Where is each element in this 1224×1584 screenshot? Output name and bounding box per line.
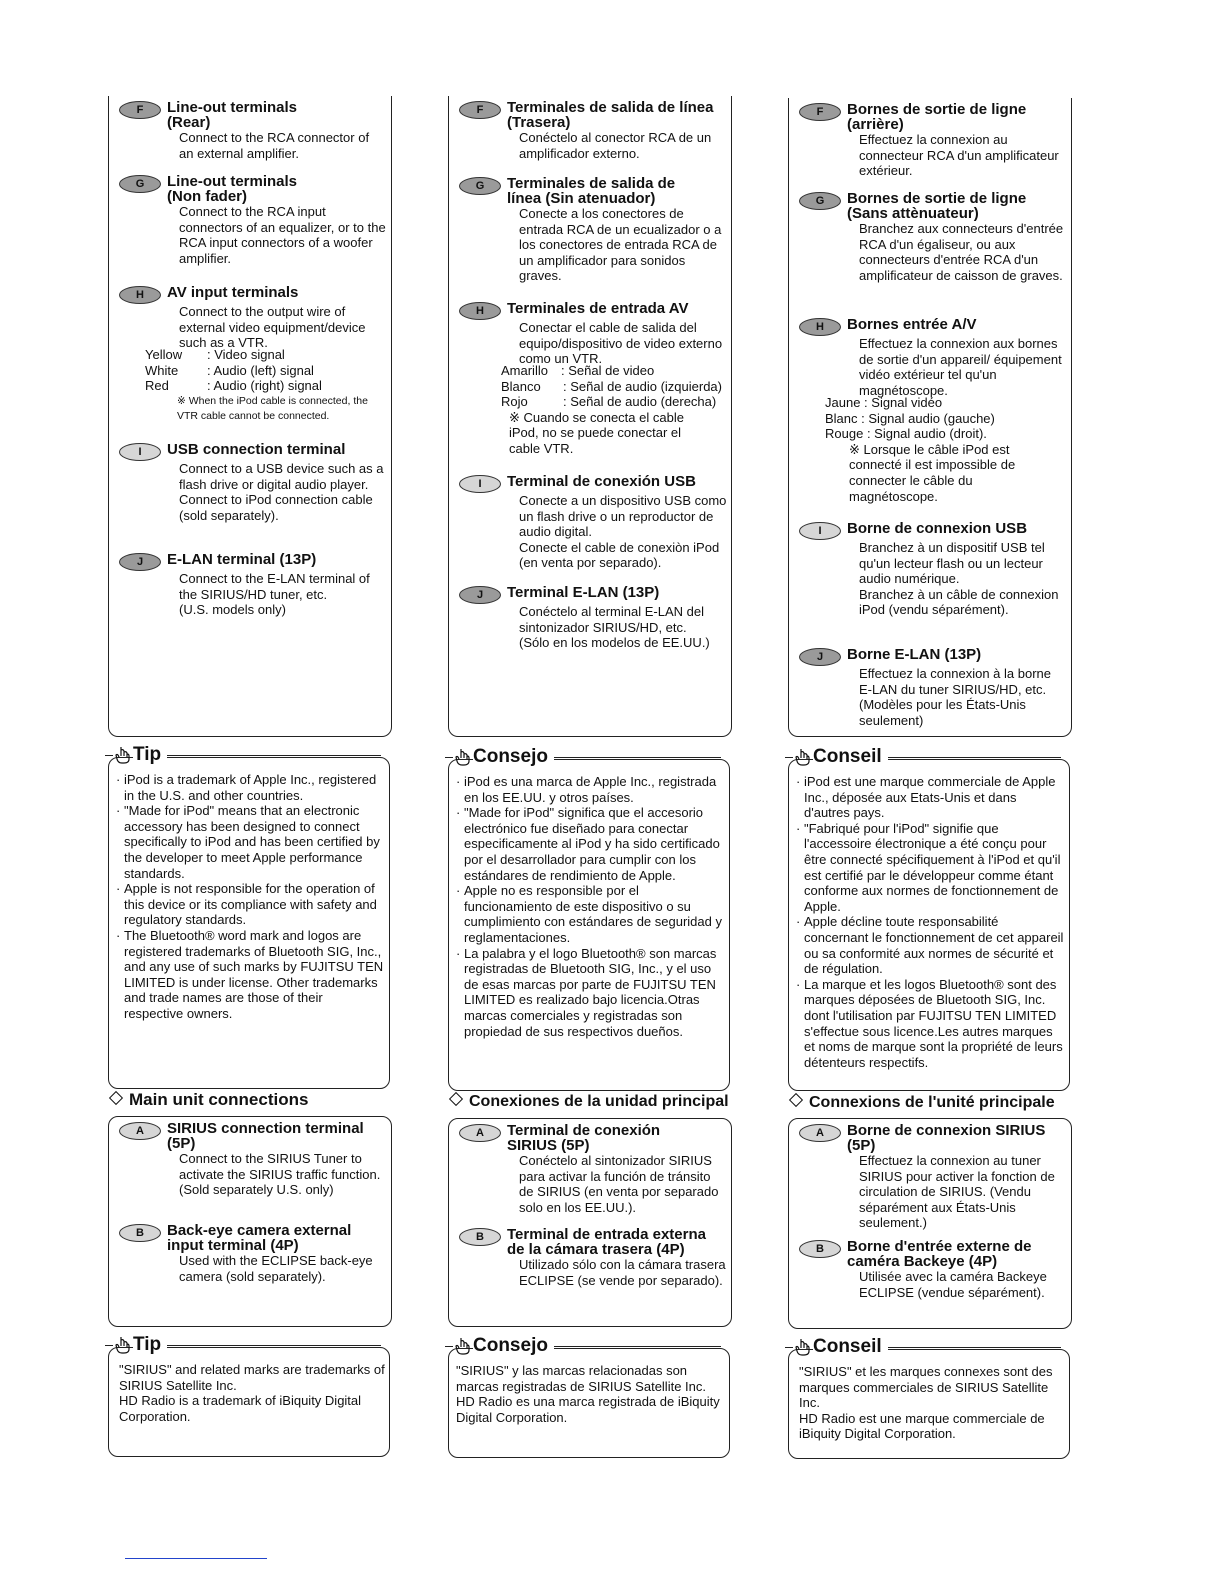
signal-desc: : Señal de audio (derecha)	[563, 394, 717, 410]
signal-desc: : Señal de audio (izquierda)	[563, 378, 722, 394]
signal-color: Rouge	[825, 426, 864, 442]
tip-label: Tip	[133, 1334, 167, 1356]
entry-body: Effectuez la connexion au tuner SIRIUS pour activer la fonction de circulation de SIRIUS. (Vendu séparément aux États-Unis seulement.)	[859, 1153, 1055, 1231]
tip-paragraph: "SIRIUS" y las marcas relacionadas son marcas registradas de SIRIUS Satellite Inc.	[456, 1363, 706, 1394]
tip-label: Conseil	[813, 746, 888, 768]
hand-pointer-icon	[795, 748, 811, 766]
entry-elan	[459, 585, 727, 651]
signal-color: Blanco	[501, 378, 541, 394]
entry-body: Branchez à un dispositif USB tel qu'un lecteur flash ou un lecteur audio numérique.	[859, 540, 1045, 587]
hand-pointer-icon	[455, 748, 471, 766]
entry-line-out-non-fader	[119, 174, 387, 266]
entry-body: Effectuez la connexion aux bornes de sortie d'un appareil/ équipement vidéo extérieur tel qu'un magnétoscope.	[859, 336, 1062, 398]
entry-elan	[119, 552, 387, 618]
entry-title: Bornes de sortie de ligne	[847, 101, 1027, 118]
entry-usb	[459, 474, 727, 571]
entry-title: Line-out terminals	[167, 173, 298, 190]
entry-subtitle: (5P)	[847, 1137, 876, 1154]
rear-terminals-box	[448, 96, 732, 737]
entry-sirius	[119, 1121, 387, 1198]
entry-title: Borne E-LAN (13P)	[847, 646, 982, 663]
badge-icon: H	[459, 302, 501, 320]
entry-body: Utilizado sólo con la cámara trasera ECLIPSE (se vende por separado).	[519, 1257, 726, 1288]
tip-box-sirius	[788, 1336, 1070, 1459]
tip-bullet: Apple décline toute responsabilité concernant le fonctionnement de cet appareil ou sa conformité aux normes de sécurité et de régulation.	[804, 914, 1064, 977]
rear-terminals-box	[108, 96, 392, 737]
av-signal-list	[825, 395, 1069, 504]
entry-usb	[119, 442, 387, 523]
badge-icon: F	[459, 101, 501, 119]
entry-body: Branchez à un câble de connexion iPod (vendu séparément).	[859, 586, 1059, 618]
footer-rule	[125, 1558, 267, 1559]
entry-body: Connect to a USB device such as a flash drive or digital audio player.	[179, 461, 384, 492]
badge-icon: J	[119, 553, 161, 571]
entry-body: Conéctelo al terminal E-LAN del sintonizador SIRIUS/HD, etc.	[519, 604, 704, 635]
signal-desc: : Video signal	[207, 347, 285, 362]
tip-bullet: Apple is not responsible for the operation of this device or its compliance with safety and regulatory standards.	[124, 881, 377, 928]
section-heading	[448, 1093, 729, 1111]
badge-icon: H	[799, 318, 841, 336]
entry-body: Connect to the E-LAN terminal of the SIRIUS/HD tuner, etc.	[179, 571, 370, 602]
badge-icon: A	[119, 1122, 161, 1140]
signal-desc: : Signal audio (droit).	[866, 426, 987, 442]
entry-body: Utilisée avec la caméra Backeye ECLIPSE (vendue séparément).	[859, 1269, 1047, 1300]
badge-icon: I	[119, 443, 161, 461]
hand-pointer-icon	[795, 1338, 811, 1356]
tip-text: · iPod es una marca de Apple Inc., registrada en los EE.UU. y otros países. · "Made for iPod" significa que el accesorio electrónico fue diseñado para conectar especificamente al iPod y ha sido certificado por el desarrollador para cumplir con los estándares de rendimiento de Apple. · Apple no es responsible por el funcionamiento de este dispositivo o su cumplimiento con estándares de seguridad y reglamentaciones. · La palabra y el logo Bluetooth® son marcas registradas de Bluetooth SIG, Inc., y el uso de esas marcas por parte de FUJITSU TEN LIMITED es realizado bajo licencia.Otras marcas comerciales y registradas son propiedad de sus respectivos dueños.	[456, 774, 725, 1039]
entry-title: SIRIUS connection terminal	[167, 1120, 364, 1137]
entry-subtitle: (Sans attènuateur)	[847, 205, 979, 222]
tip-box-trademarks	[108, 744, 390, 1089]
main-unit-box	[448, 1118, 732, 1327]
entry-body: Effectuez la connexion à la borne E-LAN du tuner SIRIUS/HD, etc.	[859, 666, 1052, 697]
hand-pointer-icon	[115, 746, 131, 764]
signal-desc: : Signal vidéo	[864, 395, 943, 410]
tip-text: · iPod is a trademark of Apple Inc., registered in the U.S. and other countries. · "Made for iPod" means that an electronic accessory has been designed to connect specifically to iPod and has been certified by the developer to meet Apple performance standards. · Apple is not responsible for the operation of this device or its compliance with safety and regulatory standards. · The Bluetooth® word mark and logos are registered trademarks of Bluetooth SIG, Inc., and any use of such marks by FUJITSU TEN LIMITED is under license. Other trademarks and trade names are those of their respective owners.	[116, 772, 384, 1021]
entry-body: Connect to iPod connection cable (sold separately).	[179, 492, 373, 523]
rear-terminals-box	[788, 98, 1072, 737]
entry-body: Used with the ECLIPSE back-eye camera (sold separately).	[179, 1253, 373, 1284]
entry-subtitle: caméra Backeye (4P)	[847, 1253, 998, 1270]
tip-text	[119, 1362, 385, 1424]
tip-label: Conseil	[813, 1336, 888, 1358]
tip-bullet: "Fabriqué pour l'iPod" signifie que l'accessoire électronique a été conçu pour être connecté spécifiquement à l'iPod et qu'il est certifié par le développeur comme étant conforme aux normes de fonctionnement de Apple.	[804, 820, 1061, 914]
entry-line-out-non-fader	[799, 191, 1067, 283]
tip-box-trademarks	[788, 746, 1070, 1091]
diamond-icon	[789, 1093, 803, 1107]
section-heading	[108, 1090, 308, 1110]
entry-title: Back-eye camera external	[167, 1222, 352, 1239]
entry-subtitle: (Rear)	[167, 114, 211, 131]
entry-title: Terminal de entrada externa	[507, 1226, 706, 1243]
badge-icon: A	[459, 1124, 501, 1142]
entry-subtitle: (5P)	[167, 1135, 196, 1152]
signal-color: Yellow	[145, 347, 183, 362]
entry-subtitle: input terminal (4P)	[167, 1237, 299, 1254]
signal-desc: : Audio (right) signal	[207, 378, 322, 394]
tip-paragraph: HD Radio est une marque commerciale de iBiquity Digital Corporation.	[799, 1410, 1045, 1442]
entry-line-out-non-fader	[459, 176, 727, 284]
hand-pointer-icon	[115, 1336, 131, 1354]
entry-title: Line-out terminals	[167, 99, 298, 116]
badge-icon: F	[119, 101, 161, 119]
badge-icon: G	[459, 177, 501, 195]
badge-icon: I	[799, 522, 841, 540]
entry-title: USB connection terminal	[167, 441, 346, 458]
tip-bullet: La palabra y el logo Bluetooth® son marcas registradas de Bluetooth SIG, Inc., y el uso de esas marcas por parte de FUJITSU TEN LIMITED es realizado bajo licencia.Otras marcas comerciales y registradas son propiedad de sus respectivos dueños.	[464, 945, 717, 1039]
tip-text	[799, 1364, 1065, 1442]
entry-back-eye	[799, 1239, 1067, 1300]
entry-av-input	[459, 301, 727, 367]
entry-elan	[799, 647, 1067, 728]
entry-body: Conecte a un dispositivo USB como un flash drive o un reproductor de audio digital.	[519, 493, 727, 540]
section-title: Main unit connections	[129, 1090, 309, 1109]
signal-color: Rojo	[501, 394, 528, 410]
tip-paragraph: HD Radio es una marca registrada de iBiquity Digital Corporation.	[456, 1394, 720, 1425]
av-note: ※ When the iPod cable is connected, the VTR cable cannot be connected.	[177, 394, 368, 423]
entry-title: Borne de connexion USB	[847, 520, 1028, 537]
av-note: ※ Cuando se conecta el cable iPod, no se puede conectar el cable VTR.	[509, 409, 684, 456]
entry-title: E-LAN terminal (13P)	[167, 551, 317, 568]
tip-box-sirius	[448, 1335, 730, 1458]
main-unit-box	[788, 1118, 1072, 1329]
tip-label: Consejo	[473, 746, 554, 768]
entry-subtitle: (Non fader)	[167, 188, 247, 205]
entry-title: Bornes entrée A/V	[847, 316, 977, 333]
badge-icon: G	[799, 192, 841, 210]
badge-icon: B	[459, 1228, 501, 1246]
entry-subtitle: de la cámara trasera (4P)	[507, 1241, 685, 1258]
entry-av-input	[799, 317, 1067, 398]
tip-bullet: "Made for iPod" means that an electronic accessory has been designed to connect specifically to iPod and has been certified by the developer to meet Apple performance standards.	[124, 803, 380, 881]
entry-body: Connect to the RCA connector of an external amplifier.	[179, 130, 370, 161]
entry-body: Connect to the SIRIUS Tuner to activate the SIRIUS traffic function. (Sold separately U.S. only)	[179, 1151, 381, 1198]
entry-body: Connect to the RCA input connectors of an equalizer, or to the RCA input connectors of a woofer amplifier.	[179, 204, 386, 266]
av-note: ※ Lorsque le câble iPod est connecté il est impossible de connecter le câble du magnétoscope.	[849, 441, 1016, 504]
badge-icon: J	[799, 648, 841, 666]
diamond-icon	[449, 1092, 463, 1106]
entry-body: Conéctelo al conector RCA de un amplificador externo.	[519, 130, 712, 161]
entry-body: Branchez aux connecteurs d'entrée RCA d'un égaliseur, ou aux connecteurs d'entrée RCA d'un amplificateur de caisson de graves.	[859, 221, 1064, 283]
entry-body: Conectar el cable de salida del equipo/dispositivo de video externo como un VTR.	[519, 320, 723, 367]
entry-title: Terminales de entrada AV	[507, 300, 689, 317]
entry-body: Conecte a los conectores de entrada RCA de un ecualizador o a los conectores de entrada RCA de un amplificador para sonidos graves.	[519, 206, 722, 284]
entry-title: Terminal de conexión USB	[507, 473, 696, 490]
tip-paragraph: "SIRIUS" and related marks are trademarks of SIRIUS Satellite Inc.	[119, 1362, 385, 1393]
entry-body: (Modèles pour les États-Unis seulement)	[859, 697, 1026, 728]
entry-title: Terminal de conexión	[507, 1122, 661, 1139]
signal-color: Jaune	[825, 395, 861, 410]
entry-body: Connect to the output wire of external video equipment/device such as a VTR.	[179, 304, 366, 351]
entry-title: Terminales de salida de línea	[507, 99, 714, 116]
entry-body: (Sólo en los modelos de EE.UU.)	[519, 635, 710, 651]
badge-icon: B	[119, 1224, 161, 1242]
av-signal-list	[145, 347, 389, 425]
tip-bullet: The Bluetooth® word mark and logos are registered trademarks of Bluetooth SIG, Inc., and any use of such marks by FUJITSU TEN LIMITED is under license. Other trademarks and trade names are those of their respective owners.	[124, 927, 384, 1021]
entry-subtitle: (arrière)	[847, 116, 904, 133]
entry-av-input	[119, 285, 387, 351]
entry-body: Conecte el cable de conexiòn iPod (en venta por separado).	[519, 539, 720, 571]
badge-icon: G	[119, 175, 161, 193]
entry-sirius	[799, 1123, 1067, 1231]
tip-text	[456, 1363, 725, 1425]
entry-line-out-rear	[459, 100, 727, 161]
av-signal-list: Amarillo : Señal de video Blanco : Señal de audio (izquierda) Rojo : Señal de audio (derecha) ※ Cuando se conecta el cable iPod, no se puede conectar el cable VTR.	[501, 363, 722, 456]
signal-desc: : Audio (left) signal	[207, 362, 314, 378]
diamond-icon	[109, 1091, 123, 1105]
entry-title: Bornes de sortie de ligne	[847, 190, 1027, 207]
entry-title: AV input terminals	[167, 284, 299, 301]
signal-color: Red	[145, 378, 169, 394]
tip-label: Consejo	[473, 1335, 554, 1357]
entry-body: Effectuez la connexion au connecteur RCA d'un amplificateur extérieur.	[859, 132, 1059, 179]
badge-icon: J	[459, 586, 501, 604]
badge-icon: I	[459, 475, 501, 493]
tip-text: · iPod est une marque commerciale de Apple Inc., déposée aux Etats-Unis et dans d'autres pays. · "Fabriqué pour l'iPod" signifie que l'accessoire électronique a été conçu pour être connecté spécifiquement à l'iPod et qu'il est certifié par le développeur comme étant conforme aux normes de fonctionnement de Apple. · Apple décline toute responsabilité concernant le fonctionnement de cet appareil ou sa conformité aux normes de sécurité et de régulation. · La marque et les logos Bluetooth® sont des marques déposées de Bluetooth SIG, Inc. dont l'utilisation par FUJITSU TEN LIMITED s'effectue sous licence.Les autres marques et noms de marque sont la propriété de leurs détenteurs respectifs.	[796, 774, 1064, 1070]
entry-title: Terminales de salida de	[507, 175, 676, 192]
entry-usb	[799, 521, 1067, 618]
tip-box-trademarks	[448, 746, 730, 1091]
signal-desc: : Signal audio (gauche)	[861, 410, 995, 426]
badge-icon: H	[119, 286, 161, 304]
entry-sirius	[459, 1123, 727, 1215]
badge-icon: A	[799, 1124, 841, 1142]
tip-bullet: La marque et les logos Bluetooth® sont des marques déposées de Bluetooth SIG, Inc. dont l'utilisation par FUJITSU TEN LIMITED s'effectue sous licence.Les autres marques et noms de marque sont la propriété de leurs détenteurs respectifs.	[804, 976, 1063, 1070]
tip-paragraph: HD Radio is a trademark of iBiquity Digital Corporation.	[119, 1393, 362, 1424]
tip-bullet: iPod is a trademark of Apple Inc., registered in the U.S. and other countries.	[124, 772, 377, 803]
signal-color: Blanc	[825, 410, 858, 426]
tip-paragraph: "SIRIUS" et les marques connexes sont des marques commerciales de SIRIUS Satellite Inc.	[799, 1364, 1053, 1411]
entry-back-eye	[119, 1223, 387, 1284]
tip-bullet: iPod est une marque commerciale de Apple Inc., déposée aux Etats-Unis et dans d'autres pays.	[804, 774, 1056, 821]
tip-bullet: Apple no es responsible por el funcionamiento de este dispositivo o su cumplimiento con estándares de seguridad y reglamentaciones.	[464, 883, 722, 945]
signal-color: White	[145, 362, 179, 378]
entry-body: Conéctelo al sintonizador SIRIUS para activar la función de tránsito de SIRIUS (en venta por separado solo en los EE.UU.).	[519, 1153, 719, 1215]
badge-icon: F	[799, 103, 841, 121]
badge-icon: B	[799, 1240, 841, 1258]
entry-line-out-rear	[119, 100, 387, 161]
section-title: Connexions de l'unité principale	[809, 1094, 1055, 1111]
entry-subtitle: línea (Sin atenuador)	[507, 190, 656, 207]
tip-bullet: iPod es una marca de Apple Inc., registrada en los EE.UU. y otros países.	[464, 774, 717, 805]
signal-desc: : Señal de video	[561, 363, 655, 378]
entry-title: Borne d'entrée externe de	[847, 1238, 1032, 1255]
entry-title: Terminal E-LAN (13P)	[507, 584, 660, 601]
hand-pointer-icon	[455, 1337, 471, 1355]
entry-back-eye	[459, 1227, 727, 1288]
tip-label: Tip	[133, 744, 167, 766]
tip-bullet: "Made for iPod" significa que el accesorio electrónico fue diseñado para conectar especificamente al iPod y ha sido certificado por el desarrollador para cumplir con los estándares de rendimiento de Apple.	[464, 805, 720, 883]
tip-box-sirius	[108, 1334, 390, 1457]
section-heading	[788, 1094, 1055, 1112]
main-unit-box	[108, 1116, 392, 1327]
section-title: Conexiones de la unidad principal	[469, 1093, 729, 1110]
entry-body: (U.S. models only)	[179, 602, 286, 618]
entry-line-out-rear	[799, 102, 1067, 179]
entry-subtitle: SIRIUS (5P)	[507, 1137, 590, 1154]
entry-title: Borne de connexion SIRIUS	[847, 1122, 1046, 1139]
entry-subtitle: (Trasera)	[507, 114, 571, 131]
